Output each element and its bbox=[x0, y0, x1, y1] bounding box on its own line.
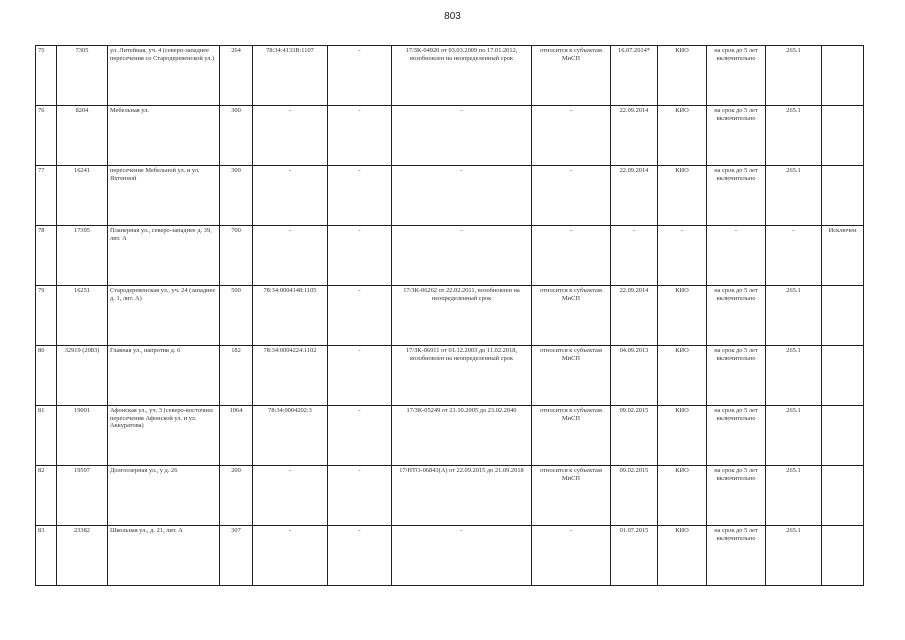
cell-row-number: 78 bbox=[36, 226, 57, 286]
cell-code: 265.1 bbox=[766, 466, 822, 526]
cell-object-id: 19001 bbox=[57, 406, 108, 466]
cell-term: на срок до 5 лет включительно bbox=[707, 286, 766, 346]
cell-date: 22.09.2014 bbox=[611, 106, 658, 166]
cell-row-number: 77 bbox=[36, 166, 57, 226]
cell-extra-field: - bbox=[328, 406, 392, 466]
cell-object-id: 8204 bbox=[57, 106, 108, 166]
cell-note bbox=[822, 286, 864, 346]
cell-object-id: 16251 bbox=[57, 286, 108, 346]
cell-cadastral-number: 78:34:0004148:1105 bbox=[253, 286, 328, 346]
cell-note bbox=[822, 166, 864, 226]
cell-lease-document: - bbox=[392, 226, 532, 286]
cell-lease-document: 17/НТО-06843(А) от 22.09.2015 до 21.09.2018 bbox=[392, 466, 532, 526]
cell-lease-document: 17/ЗК-05249 от 21.10.2005 до 23.02.2040 bbox=[392, 406, 532, 466]
cell-cadastral-number: - bbox=[253, 226, 328, 286]
cell-lease-document: 17/ЗК-04920 от 03.03.2009 по 17.01.2012, возобновлен на неопределенный срок bbox=[392, 46, 532, 106]
cell-area: 307 bbox=[220, 526, 253, 586]
cell-cadastral-number: - bbox=[253, 106, 328, 166]
cell-organization: КИО bbox=[658, 166, 707, 226]
cell-term: на срок до 5 лет включительно bbox=[707, 406, 766, 466]
cell-term: на срок до 5 лет включительно bbox=[707, 526, 766, 586]
cell-object-id: 23382 bbox=[57, 526, 108, 586]
table-row bbox=[36, 226, 864, 286]
cell-lease-document: 17/ЗК-06911 от 01.12.2003 до 11.02.2018, возобновлен на неопределенный срок bbox=[392, 346, 532, 406]
table-row bbox=[36, 286, 864, 346]
cell-extra-field: - bbox=[328, 526, 392, 586]
cell-object-id: 19597 bbox=[57, 466, 108, 526]
cell-category: - bbox=[532, 226, 611, 286]
cell-note: Исключен bbox=[822, 226, 864, 286]
cell-organization: КИО bbox=[658, 46, 707, 106]
cell-row-number: 81 bbox=[36, 406, 57, 466]
cell-date: 22.09.2014 bbox=[611, 286, 658, 346]
cell-object-id: 7305 bbox=[57, 46, 108, 106]
cell-category: - bbox=[532, 106, 611, 166]
cell-term: на срок до 5 лет включительно bbox=[707, 346, 766, 406]
cell-term: на срок до 5 лет включительно bbox=[707, 46, 766, 106]
cell-lease-document: - bbox=[392, 166, 532, 226]
cell-area: 500 bbox=[220, 286, 253, 346]
cell-area: 300 bbox=[220, 166, 253, 226]
cell-row-number: 75 bbox=[36, 46, 57, 106]
cell-term: на срок до 5 лет включительно bbox=[707, 466, 766, 526]
cell-code: 265.1 bbox=[766, 406, 822, 466]
cell-address: Мебельная ул. bbox=[108, 106, 220, 166]
cell-address: ул. Литейная, уч. 4 (северо-западнее пересечения со Стародеревенской ул.) bbox=[108, 46, 220, 106]
table-row bbox=[36, 106, 864, 166]
cell-note bbox=[822, 46, 864, 106]
cell-area: 300 bbox=[220, 106, 253, 166]
cell-note bbox=[822, 466, 864, 526]
table-row bbox=[36, 166, 864, 226]
cell-extra-field: - bbox=[328, 166, 392, 226]
cell-organization: - bbox=[658, 226, 707, 286]
cell-row-number: 76 bbox=[36, 106, 57, 166]
cell-object-id: 32919 (2083) bbox=[57, 346, 108, 406]
cell-note bbox=[822, 526, 864, 586]
cell-cadastral-number: 78:34:4133B:1107 bbox=[253, 46, 328, 106]
cell-category: - bbox=[532, 166, 611, 226]
cell-address: Планерная ул., северо-западнее д. 39, лит. А bbox=[108, 226, 220, 286]
cell-term: на срок до 5 лет включительно bbox=[707, 166, 766, 226]
cell-date: 22.09.2014 bbox=[611, 166, 658, 226]
cell-category: относится к субъектам МиСП bbox=[532, 286, 611, 346]
cell-address: Афонская ул., уч. 3 (северо-восточнее пересечения Афонской ул. и ул. Аккуратова) bbox=[108, 406, 220, 466]
cell-address: Главная ул., напротив д. 6 bbox=[108, 346, 220, 406]
cell-row-number: 80 bbox=[36, 346, 57, 406]
cell-lease-document: - bbox=[392, 106, 532, 166]
cell-cadastral-number: 78:34:0004224:1102 bbox=[253, 346, 328, 406]
cell-cadastral-number: 78:34:0004202:3 bbox=[253, 406, 328, 466]
table-row bbox=[36, 526, 864, 586]
cell-address: пересечение Мебельной ул. и ул. Яхтенной bbox=[108, 166, 220, 226]
cell-note bbox=[822, 406, 864, 466]
cell-address: Долгоозерная ул., у д. 26 bbox=[108, 466, 220, 526]
cell-term: - bbox=[707, 226, 766, 286]
cell-category: относится к субъектам МиСП bbox=[532, 406, 611, 466]
cell-row-number: 82 bbox=[36, 466, 57, 526]
cell-date: 16.07.2014* bbox=[611, 46, 658, 106]
cell-date: 04.09.2013 bbox=[611, 346, 658, 406]
cell-organization: КИО bbox=[658, 466, 707, 526]
cell-organization: КИО bbox=[658, 526, 707, 586]
cell-extra-field: - bbox=[328, 106, 392, 166]
cell-category: относится к субъектам МиСП bbox=[532, 466, 611, 526]
cell-address: Стародеревенская ул., уч. 24 (западнее д. 1, лит. А) bbox=[108, 286, 220, 346]
cell-date: 09.02.2015 bbox=[611, 406, 658, 466]
cell-note bbox=[822, 106, 864, 166]
cell-date: 09.02.2015 bbox=[611, 466, 658, 526]
cell-term: на срок до 5 лет включительно bbox=[707, 106, 766, 166]
cell-code: 265.1 bbox=[766, 166, 822, 226]
cell-area: 1064 bbox=[220, 406, 253, 466]
cell-extra-field: - bbox=[328, 226, 392, 286]
cell-extra-field: - bbox=[328, 286, 392, 346]
table-row bbox=[36, 46, 864, 106]
page-number: 803 bbox=[444, 11, 461, 22]
cell-extra-field: - bbox=[328, 46, 392, 106]
cell-address: Школьная ул., д. 21, лит. А bbox=[108, 526, 220, 586]
cell-object-id: 17395 bbox=[57, 226, 108, 286]
registry-table bbox=[35, 45, 864, 586]
cell-code: 265.1 bbox=[766, 346, 822, 406]
cell-object-id: 16241 bbox=[57, 166, 108, 226]
table-row bbox=[36, 346, 864, 406]
cell-date: 01.07.2015 bbox=[611, 526, 658, 586]
cell-area: 200 bbox=[220, 466, 253, 526]
cell-lease-document: 17/ЗК-06262 от 22.02.2011, возобновлен на неопределенный срок bbox=[392, 286, 532, 346]
table-row bbox=[36, 466, 864, 526]
cell-extra-field: - bbox=[328, 346, 392, 406]
cell-category: относится к субъектам МиСП bbox=[532, 346, 611, 406]
cell-organization: КИО bbox=[658, 106, 707, 166]
table-body bbox=[36, 46, 864, 586]
cell-organization: КИО bbox=[658, 346, 707, 406]
cell-row-number: 83 bbox=[36, 526, 57, 586]
cell-category: - bbox=[532, 526, 611, 586]
cell-note bbox=[822, 346, 864, 406]
cell-area: 264 bbox=[220, 46, 253, 106]
cell-area: 182 bbox=[220, 346, 253, 406]
cell-code: 265.1 bbox=[766, 526, 822, 586]
table-row bbox=[36, 406, 864, 466]
cell-lease-document: - bbox=[392, 526, 532, 586]
cell-code: 265.1 bbox=[766, 106, 822, 166]
cell-extra-field: - bbox=[328, 466, 392, 526]
cell-code: - bbox=[766, 226, 822, 286]
cell-area: 700 bbox=[220, 226, 253, 286]
cell-cadastral-number: - bbox=[253, 526, 328, 586]
cell-organization: КИО bbox=[658, 406, 707, 466]
cell-category: относится к субъектам МиСП bbox=[532, 46, 611, 106]
cell-code: 265.1 bbox=[766, 286, 822, 346]
cell-cadastral-number: - bbox=[253, 166, 328, 226]
cell-cadastral-number: - bbox=[253, 466, 328, 526]
cell-row-number: 79 bbox=[36, 286, 57, 346]
cell-code: 265.1 bbox=[766, 46, 822, 106]
cell-date: - bbox=[611, 226, 658, 286]
cell-organization: КИО bbox=[658, 286, 707, 346]
